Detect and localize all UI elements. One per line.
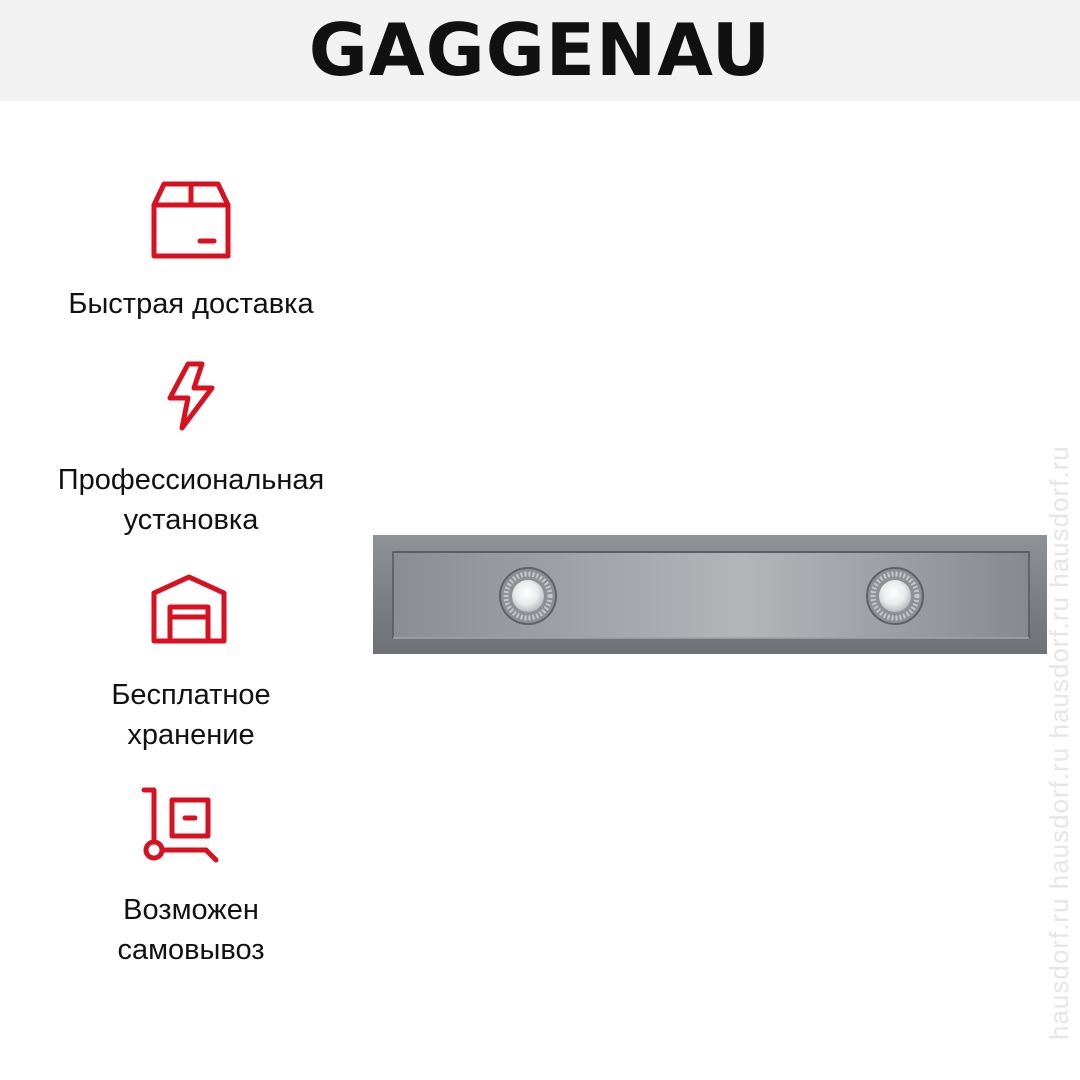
warehouse-icon: [150, 573, 228, 645]
feature-label-delivery: [20, 284, 362, 324]
brand-header: [0, 0, 1080, 101]
feature-label-line: Профессиональная: [57, 464, 325, 496]
watermark: [1044, 230, 1074, 1040]
product-image: [373, 535, 1047, 654]
lamp-right: [867, 568, 923, 624]
feature-label-line: хранение: [127, 719, 255, 751]
lamp-left: [500, 568, 556, 624]
feature-label-line: Бесплатное: [111, 679, 271, 711]
feature-label-line: самовывоз: [117, 934, 265, 966]
gaggenau-logo: GAGGENAU: [308, 8, 772, 92]
hand-truck-icon: [140, 786, 222, 864]
box-icon: [150, 180, 232, 260]
lightning-icon: [164, 360, 218, 432]
feature-label-pickup: [20, 890, 362, 970]
feature-label-line: установка: [123, 504, 259, 536]
feature-label-line: Быстрая доставка: [68, 288, 314, 320]
watermark-text: hausdorf.ru hausdorf.ru hausdorf.ru hausdorf.ru: [1044, 445, 1074, 1040]
feature-label-line: Возможен: [123, 894, 259, 926]
feature-label-installation: [20, 460, 362, 540]
feature-label-storage: [20, 675, 362, 755]
